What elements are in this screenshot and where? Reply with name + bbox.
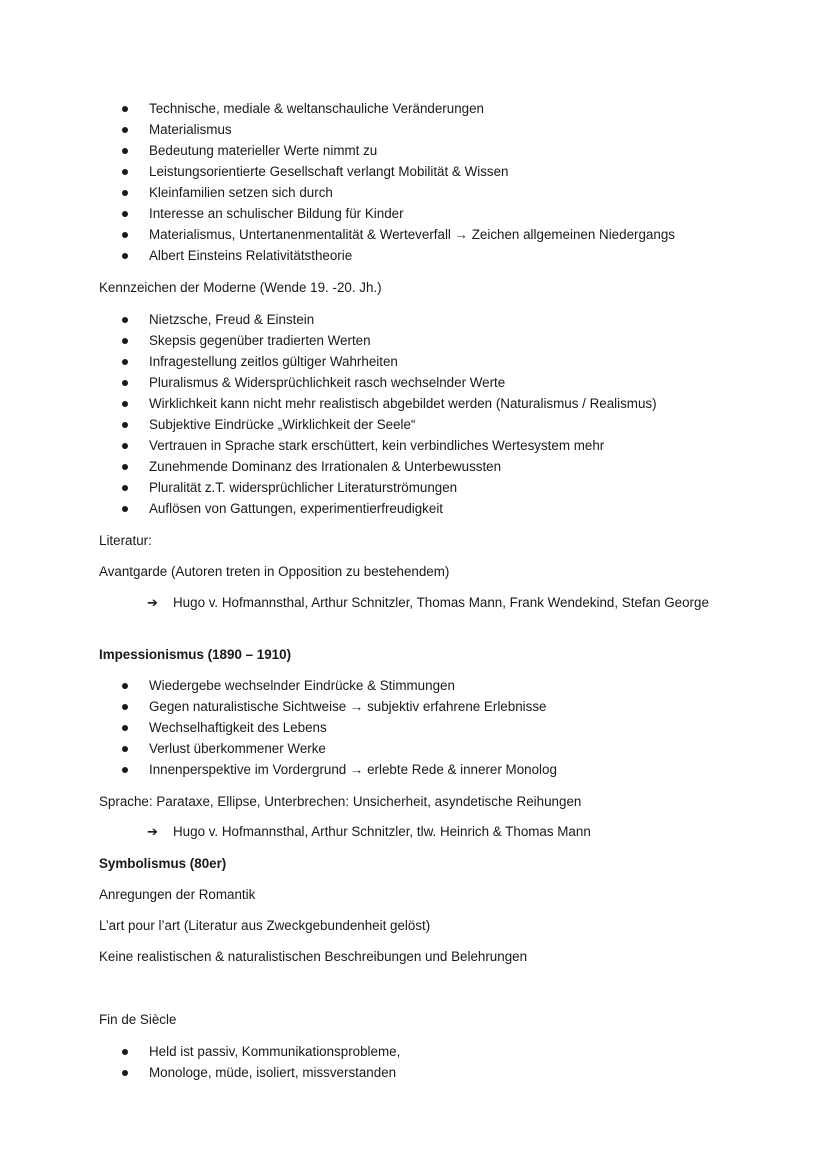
arrow-right-icon: ➔ (147, 595, 158, 610)
bullet-icon (122, 683, 128, 689)
list-item: Subjektive Eindrücke „Wirklichkeit der Seele“ (0, 415, 828, 436)
list-item: Leistungsorientierte Gesellschaft verlangt Mobilität & Wissen (0, 162, 828, 183)
literatur-label: Literatur: (99, 533, 152, 548)
bullet-icon (122, 1049, 128, 1055)
list-item: Held ist passiv, Kommunikationsprobleme, (0, 1042, 828, 1063)
list-item: Materialismus, Untertanenmentalität & Werteverfall → Zeichen allgemeinen Niedergangs (0, 225, 828, 246)
symbolismus-line: Keine realistischen & naturalistischen Beschreibungen und Belehrungen (99, 949, 528, 964)
bullet-icon (122, 767, 128, 773)
bullet-icon (122, 443, 128, 449)
moderne-heading: Kennzeichen der Moderne (Wende 19. -20. Jh.) (99, 280, 382, 295)
list-item: Gegen naturalistische Sichtweise → subjektiv erfahrene Erlebnisse (0, 697, 828, 718)
fin-de-siecle-heading: Fin de Siècle (99, 1012, 177, 1027)
list-item: Wiedergebe wechselnder Eindrücke & Stimmungen (0, 676, 828, 697)
list-item: Wechselhaftigkeit des Lebens (0, 718, 828, 739)
symbolismus-line: Anregungen der Romantik (99, 887, 256, 902)
bullet-icon (122, 106, 128, 112)
list-item: Verlust überkommener Werke (0, 739, 828, 760)
list-item: Zunehmende Dominanz des Irrationalen & Unterbewussten (0, 457, 828, 478)
list-item: Skepsis gegenüber tradierten Werten (0, 331, 828, 352)
bullet-icon (122, 127, 128, 133)
bullet-icon (122, 317, 128, 323)
list-item: Technische, mediale & weltanschauliche Veränderungen (0, 99, 828, 120)
bullet-icon (122, 359, 128, 365)
list-item: Interesse an schulischer Bildung für Kinder (0, 204, 828, 225)
impressionismus-heading: Impessionismus (1890 – 1910) (99, 647, 292, 662)
bullet-icon (122, 704, 128, 710)
bullet-icon (122, 169, 128, 175)
bullet-icon (122, 380, 128, 386)
bullet-icon (122, 506, 128, 512)
list-item: Vertrauen in Sprache stark erschüttert, kein verbindliches Wertesystem mehr (0, 436, 828, 457)
list-item: Innenperspektive im Vordergrund → erlebte Rede & innerer Monolog (0, 760, 828, 781)
list-item: Auflösen von Gattungen, experimentierfreudigkeit (0, 499, 828, 520)
list-item: Kleinfamilien setzen sich durch (0, 183, 828, 204)
avantgarde-line: Avantgarde (Autoren treten in Opposition zu bestehendem) (99, 564, 450, 579)
symbolismus-line: L’art pour l’art (Literatur aus Zweckgebundenheit gelöst) (99, 918, 431, 933)
bullet-icon (122, 232, 128, 238)
bullet-icon (122, 401, 128, 407)
bullet-icon (122, 211, 128, 217)
document-page: Technische, mediale & weltanschauliche Veränderungen Materialismus Bedeutung materieller Werte nimmt zu Leistungsorientierte Gesellschaft verlangt Mobilität & Wissen Kleinfamilien setzen sich durch Interesse an schulischer Bildung für Kinder Materialismus, Untertanenmentalität & Werteverfall → Zeichen allgemeinen Niedergangs Albert Einsteins Relativitätstheorie Kennzeichen der Moderne (Wende 19. -20. Jh.) Nietzsche, Freud & Einstein Skepsis gegenüber tradierten Werten Infragestellung zeitlos gültiger Wahrheiten Pluralismus & Widersprüchlichkeit rasch wechselnder Werte Wirklichkeit kann nicht mehr realistisch abgebildet werden (Naturalismus / Realismus) Subjektive Eindrücke „Wirklichkeit der Seele“ Vertrauen in Sprache stark erschüttert, kein verbindliches Wertesystem mehr Zunehmende Dominanz des Irrationalen & Unterbewussten Pluralität z.T. widersprüchlicher Literaturströmungen Auflösen von Gattungen, experimentierfreudigkeit Literatur: Avantgarde (Autoren treten in Opposition zu bestehendem) ➔ Hugo v. Hofmannsthal, Arthur Schnitzler, Thomas Mann, Frank Wendekind, Stefan George Impessionismus (1890 – 1910) Wiedergebe wechselnder Eindrücke & Stimmungen Gegen naturalistische Sichtweise → subjektiv erfahrene Erlebnisse Wechselhaftigkeit des Lebens Verlust überkommener Werke Innenperspektive im Vordergrund → erlebte Rede & innerer Monolog Sprache: Parataxe, Ellipse, Unterbrechen: Unsicherheit, asyndetische Reihungen ➔ Hugo v. Hofmannsthal, Arthur Schnitzler, tlw. Heinrich & Thomas Mann Symbolismus (80er) Anregungen der Romantik L’art pour l’art (Literatur aus Zweckgebundenheit gelöst) Keine realistischen & naturalistischen Beschreibungen und Belehrungen Fin de Siècle Held ist passiv, Kommunikationsprobleme, Monologe, müde, isoliert, missverstanden (0, 0, 828, 1171)
bullet-icon (122, 1070, 128, 1076)
bullet-icon (122, 338, 128, 344)
list-item: Pluralität z.T. widersprüchlicher Literaturströmungen (0, 478, 828, 499)
sprache-line: Sprache: Parataxe, Ellipse, Unterbrechen: Unsicherheit, asyndetische Reihungen (99, 794, 582, 809)
bullet-icon (122, 725, 128, 731)
list-item: Monologe, müde, isoliert, missverstanden (0, 1063, 828, 1084)
arrow-right-icon: ➔ (147, 824, 158, 839)
bullet-icon (122, 422, 128, 428)
list-item: Nietzsche, Freud & Einstein (0, 310, 828, 331)
bullet-icon (122, 190, 128, 196)
bullet-icon (122, 148, 128, 154)
list-item: Wirklichkeit kann nicht mehr realistisch abgebildet werden (Naturalismus / Realismus) (0, 394, 828, 415)
list-item: Albert Einsteins Relativitätstheorie (0, 246, 828, 267)
bullet-icon (122, 253, 128, 259)
list-item: Infragestellung zeitlos gültiger Wahrheiten (0, 352, 828, 373)
list-item: Pluralismus & Widersprüchlichkeit rasch wechselnder Werte (0, 373, 828, 394)
bullet-icon (122, 485, 128, 491)
bullet-icon (122, 746, 128, 752)
list-item: Materialismus (0, 120, 828, 141)
list-item: Bedeutung materieller Werte nimmt zu (0, 141, 828, 162)
symbolismus-heading: Symbolismus (80er) (99, 856, 227, 871)
bullet-icon (122, 464, 128, 470)
